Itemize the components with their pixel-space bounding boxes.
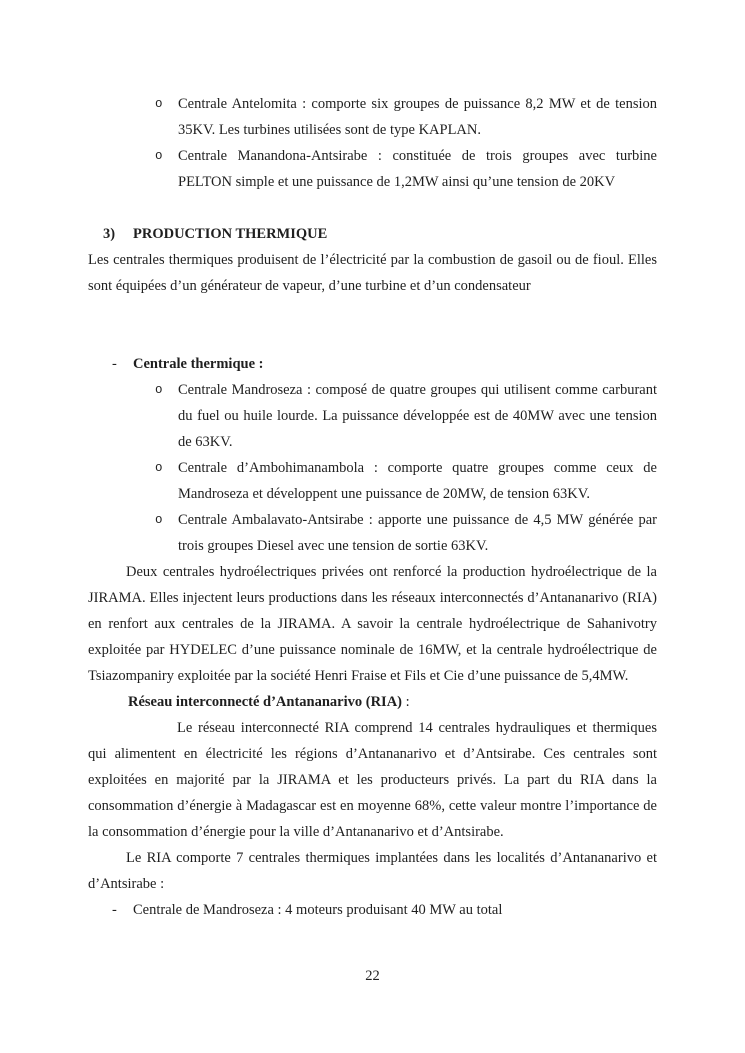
list-item-text: Centrale Mandroseza : composé de quatre groupes qui utilisent comme carburant du fuel ou huile lourde. La puissance développée est de 40MW avec une tension de 63KV. (178, 382, 657, 450)
paragraph-thermal-intro: Les centrales thermiques produisent de l’électricité par la combustion de gasoil ou de fioul. Elles sont équipées d’un générateur de vapeur, d’une turbine et d’un condensateur (88, 252, 657, 294)
circle-bullet-icon: o (155, 97, 163, 111)
circle-bullet-icon: o (155, 149, 163, 163)
page-number: 22 (365, 968, 380, 984)
heading-ria-suffix: : (402, 694, 410, 710)
list-item-ambalavato (88, 507, 657, 559)
list-item-text: Centrale Ambalavato-Antsirabe : apporte une puissance de 4,5 MW générée par trois groupes Diesel avec une tension de sortie 63KV. (178, 512, 657, 554)
paragraph-ria-overview: Le réseau interconnecté RIA comprend 14 centrales hydrauliques et thermiques qui alimentent en électricité les régions d’Antananarivo et d’Antsirabe. Ces centrales sont exploitées en majorité par la JIRAMA et les producteurs privés. La part du RIA dans la consommation d’énergie à Madagascar est en moyenne 68%, cette valeur montre l’importance de la consommation d’énergie pour la ville d’Antananarivo et d’Antsirabe. (88, 720, 657, 840)
list-item-text: Centrale Antelomita : comporte six groupes de puissance 8,2 MW et de tension 35KV. Les turbines utilisées sont de type KAPLAN. (178, 96, 657, 138)
section-title: PRODUCTION THERMIQUE (133, 226, 328, 242)
dash-bullet-icon: - (112, 356, 117, 372)
dash-bullet-icon: - (112, 902, 117, 918)
dash-heading-label: Centrale thermique : (133, 356, 264, 372)
list-item-ambohimanambola (88, 455, 657, 507)
paragraph-private-hydro: Deux centrales hydroélectriques privées ont renforcé la production hydroélectrique de la JIRAMA. Elles injectent leurs productions dans les réseaux interconnectés d’Antananarivo (RIA) en renfort aux centrales de la JIRAMA. A savoir la centrale hydroélectrique de Sahanivotry exploitée par HYDELEC d’une puissance nominale de 16MW, et la centrale hydroélectrique de Tsiazompaniry exploitée par la société Henri Fraise et Fils et Cie d’une puissance de 5,4MW. (88, 564, 657, 684)
paragraph-ria-thermal: Le RIA comporte 7 centrales thermiques implantées dans les localités d’Antananarivo et d’Antsirabe : (88, 850, 657, 892)
dash-item-text: Centrale de Mandroseza : 4 moteurs produisant 40 MW au total (133, 902, 503, 918)
list-item-text: Centrale Manandona-Antsirabe : constituée de trois groupes avec turbine PELTON simple et une puissance de 1,2MW ainsi qu’une tension de 20KV (178, 148, 657, 190)
heading-ria (88, 689, 657, 715)
list-item-mandroseza (88, 377, 657, 455)
section-heading-production-thermique (88, 221, 657, 247)
dash-heading-centrale-thermique (88, 351, 657, 377)
list-item-text: Centrale d’Ambohimanambola : comporte quatre groupes comme ceux de Mandroseza et développent une puissance de 20MW, de tension 63KV. (178, 460, 657, 502)
dash-item-mandroseza-motors (88, 897, 657, 923)
circle-bullet-icon: o (155, 461, 163, 475)
list-item-manandona (88, 143, 657, 195)
list-item-antelomita (88, 91, 657, 143)
circle-bullet-icon: o (155, 513, 163, 527)
page-content (88, 91, 657, 923)
heading-ria-label: Réseau interconnecté d’Antananarivo (RIA) (128, 694, 402, 710)
section-number: 3) (103, 226, 116, 242)
circle-bullet-icon: o (155, 383, 163, 397)
